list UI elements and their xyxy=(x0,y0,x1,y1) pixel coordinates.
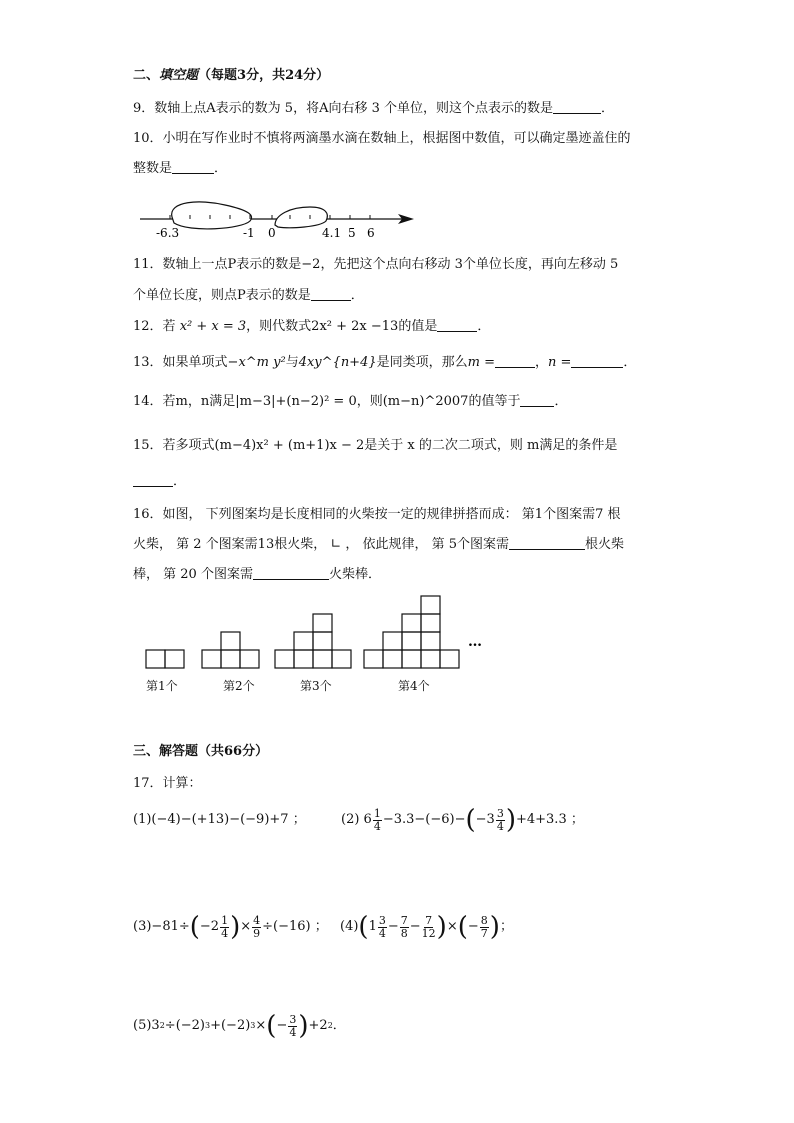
matchstick-figures xyxy=(140,588,500,672)
answer-blank xyxy=(520,394,554,407)
question-17-title: 17．计算： xyxy=(133,776,202,791)
tick-label: 0 xyxy=(268,226,276,240)
problem-17-4: (4) ( 1 $\frac{3}{4}$ − $\frac{7}{8}$ − $\frac{7}{12}$ ) × ( − $\frac{8}{7}$ ) ； xyxy=(340,912,513,942)
number-line-figure xyxy=(130,195,420,243)
question-10-line1: 10．小明在写作业时不慎将两滴墨水滴在数轴上，根据图中数值，可以确定墨迹盖住的 xyxy=(133,131,631,146)
question-13: 13．如果单项式−x^m y²与4xy^{n+4}是同类项，那么m = ，n = ． xyxy=(133,355,637,370)
tick-label: 4.1 xyxy=(322,226,342,240)
answer-blank xyxy=(553,101,601,114)
problem-17-1: (1)(−4)−(+13)−(−9)+7 ； xyxy=(133,812,306,827)
problem-17-3: (3) −81÷ ( −2 $\frac{1}{4}$ ) × $\frac{4}{9}$ ÷(−16) ； xyxy=(133,912,328,942)
answer-blank xyxy=(172,161,214,174)
figure-label-1: 第1个 xyxy=(146,679,178,693)
answer-blank xyxy=(311,288,351,301)
question-16-line2: 火柴， 第 2 个图案需13根火柴， ∟ ， 依此规律， 第 5个图案需 根火柴 xyxy=(133,537,625,552)
figure-3 xyxy=(275,614,351,668)
answer-blank xyxy=(133,474,173,487)
ellipsis: … xyxy=(468,634,482,650)
tick-label: 5 xyxy=(348,226,356,240)
question-11-line1: 11．数轴上一点P表示的数是−2，先把这个点向右移动 3个单位长度，再向左移动 5 xyxy=(133,257,619,272)
question-12: 12．若 x² + x = 3，则代数式2x² + 2x −13的值是 ． xyxy=(133,319,491,334)
answer-blank-n xyxy=(571,355,623,368)
answer-blank-m xyxy=(495,355,535,368)
figure-1 xyxy=(146,650,184,668)
figure-label-3: 第3个 xyxy=(300,679,332,693)
figure-2 xyxy=(202,632,259,668)
problem-17-5: (5) 3 2 ÷(−2) 3 +(−2) 3 × ( − $\frac{3}{4}$ ) +2 2 ． xyxy=(133,1011,346,1041)
figure-label-2: 第2个 xyxy=(223,679,255,693)
answer-blank xyxy=(253,567,329,580)
answer-blank xyxy=(509,537,585,550)
question-16-line1: 16．如图， 下列图案均是长度相同的火柴按一定的规律拼搭而成： 第1个图案需7 根 xyxy=(133,507,621,522)
tick-label: -1 xyxy=(243,226,255,240)
problem-17-2: (2) 6 $\frac{1}{4}$ −3.3−(−6)− ( −3 $\frac{3}{4}$ ) +4+3.3 ； xyxy=(341,805,584,835)
figure-4 xyxy=(364,596,459,668)
tick-label: -6.3 xyxy=(156,226,180,240)
question-16-line3: 棒， 第 20 个图案需 火柴棒． xyxy=(133,567,381,582)
question-9: 9．数轴上点A表示的数为 5，将A向右移 3 个单位，则这个点表示的数是 ． xyxy=(133,101,615,116)
tick-label: 6 xyxy=(367,226,375,240)
figure-label-4: 第4个 xyxy=(398,679,430,693)
answer-blank xyxy=(437,319,477,332)
ink-blot-right xyxy=(275,207,327,228)
question-10-line2: 整数是 ． xyxy=(133,161,228,176)
question-15-line2: ． xyxy=(133,473,186,491)
section-3-title: 三、解答题（共66分） xyxy=(133,744,269,759)
question-15: 15．若多项式(m−4)x² + (m+1)x − 2是关于 x 的二次二项式，则 m满足的条件是 xyxy=(133,438,618,453)
ink-blot-left xyxy=(172,202,252,229)
section-2-title: 二、填空题（每题3分，共24分） xyxy=(133,68,330,83)
question-11-line2: 个单位长度，则点P表示的数是 ． xyxy=(133,288,364,303)
question-14: 14．若m，n满足|m−3|+(n−2)² = 0，则(m−n)^2007的值等于 ． xyxy=(133,394,568,409)
